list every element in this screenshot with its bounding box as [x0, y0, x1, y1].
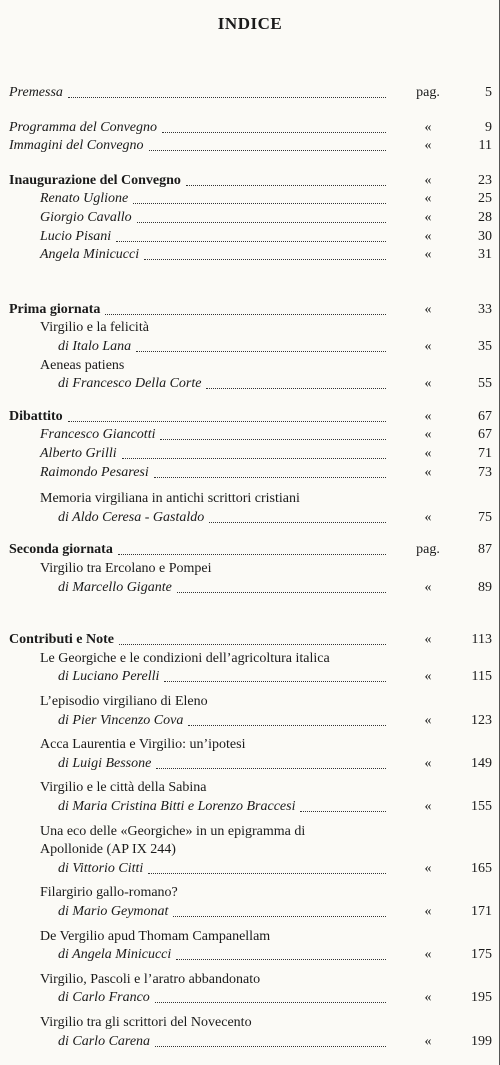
toc-entry-label: di Italo Lana	[58, 339, 132, 354]
toc-row	[0, 1014, 500, 1032]
page-marker: «	[424, 509, 432, 525]
toc-title-line: Virgilio, Pascoli e l’aratro abbandonato	[40, 971, 261, 987]
toc-row	[0, 903, 500, 921]
page-number: 89	[478, 579, 492, 595]
page-number: 75	[478, 509, 492, 525]
page-marker: «	[424, 301, 432, 317]
page-marker: «	[424, 990, 432, 1006]
toc-row	[0, 246, 500, 264]
toc-row	[0, 971, 500, 989]
page-number: 113	[471, 632, 492, 648]
page-number: 199	[471, 1033, 492, 1049]
toc-entry-label: di Vittorio Citti	[58, 860, 144, 876]
toc-title-line: Aeneas patiens	[40, 357, 125, 373]
page-number: 71	[478, 446, 492, 461]
toc-entry-label: di Aldo Ceresa - Gastaldo	[58, 509, 205, 525]
toc-entry-label: Programma del Convegno	[9, 119, 158, 135]
page-marker: «	[424, 427, 432, 443]
page-number: 25	[478, 191, 492, 207]
toc-title-line: Acca Laurentia e Virgilio: un’ipotesi	[40, 737, 246, 753]
page-marker: «	[424, 669, 432, 685]
dot-leader	[206, 375, 386, 389]
toc-row	[0, 668, 500, 686]
dot-leader	[188, 712, 386, 726]
page-number: 171	[471, 904, 492, 919]
page-marker: «	[424, 446, 432, 461]
page-number: 87	[478, 542, 492, 558]
toc-row	[0, 693, 500, 711]
dot-leader	[154, 464, 386, 478]
dot-leader	[149, 137, 386, 151]
page-number: 123	[471, 712, 492, 728]
toc-entry-label: Immagini del Convegno	[9, 138, 144, 154]
page-marker: «	[424, 210, 432, 225]
toc-entry-label: Francesco Giancotti	[40, 427, 156, 443]
toc-row	[0, 946, 500, 964]
toc-entry-label: Inaugurazione del Convegno	[9, 172, 181, 188]
toc-row	[0, 375, 500, 393]
toc-row	[0, 1033, 500, 1051]
toc-row	[0, 560, 500, 578]
page-number: 73	[478, 464, 492, 480]
dot-leader	[155, 989, 386, 1003]
toc-entry-label: di Marcello Gigante	[58, 579, 172, 595]
toc-entry-label: Seconda giornata	[9, 542, 113, 558]
toc-row	[0, 989, 500, 1007]
page-marker: pag.	[416, 85, 440, 100]
toc-title-line: Memoria virgiliana in antichi scrittori cristiani	[40, 491, 300, 507]
toc-entry-label: di Francesco Della Corte	[58, 376, 202, 392]
page-marker: pag.	[416, 542, 440, 558]
toc-row	[0, 712, 500, 730]
toc-row	[0, 119, 500, 137]
toc-entry-label: di Luciano Perelli	[58, 669, 160, 685]
page-number: 9	[485, 119, 492, 135]
toc-title-line: Le Georgiche e le condizioni dell’agricoltura italica	[40, 650, 330, 666]
toc-title-line: Apollonide (AP IX 244)	[40, 842, 176, 858]
dot-leader	[186, 172, 386, 186]
toc-entry-label: di Mario Geymonat	[58, 904, 169, 919]
toc-row	[0, 541, 500, 559]
toc-title-line: Virgilio tra Ercolano e Pompei	[40, 561, 212, 576]
page-marker: «	[424, 191, 432, 207]
page-marker: «	[424, 138, 432, 154]
dot-leader	[116, 228, 386, 242]
toc-entry-label: di Luigi Bessone	[58, 755, 152, 771]
page-number: 23	[478, 172, 492, 188]
dot-leader	[155, 1033, 386, 1047]
toc-entry-label: di Pier Vincenzo Cova	[58, 712, 184, 728]
page-marker: «	[424, 1033, 432, 1049]
toc-row	[0, 172, 500, 190]
dot-leader	[160, 426, 386, 440]
toc-row	[0, 464, 500, 482]
toc-entry-label: di Maria Cristina Bitti e Lorenzo Braccesi	[58, 799, 296, 814]
dot-leader	[137, 209, 386, 223]
dot-leader	[148, 860, 386, 874]
toc-entry-label: Prima giornata	[9, 301, 101, 317]
page-marker: «	[424, 119, 432, 135]
toc-entry-label: Giorgio Cavallo	[40, 210, 132, 225]
toc-entry-label: Raimondo Pesaresi	[40, 464, 149, 480]
dot-leader	[68, 84, 386, 98]
page-number: 67	[478, 408, 492, 424]
dot-leader	[118, 541, 386, 555]
page-number: 149	[471, 755, 492, 771]
toc-row	[0, 755, 500, 773]
page-number: 115	[471, 669, 492, 685]
toc-row	[0, 408, 500, 426]
page-marker: «	[424, 228, 432, 244]
dot-leader	[162, 119, 386, 133]
page-marker: «	[424, 799, 432, 814]
page-marker: «	[424, 947, 432, 963]
toc-row	[0, 798, 500, 816]
dot-leader	[122, 445, 386, 459]
page-marker: «	[424, 408, 432, 424]
toc-row	[0, 445, 500, 463]
toc-row	[0, 509, 500, 527]
toc-row	[0, 209, 500, 227]
page-number: 35	[478, 339, 492, 354]
toc-entry-label: Contributi e Note	[9, 632, 114, 648]
toc-row	[0, 84, 500, 102]
toc-row	[0, 338, 500, 356]
toc-row	[0, 860, 500, 878]
page-number: 55	[478, 376, 492, 392]
page-marker: «	[424, 712, 432, 728]
toc-title-line: L’episodio virgiliano di Eleno	[40, 694, 208, 709]
page-marker: «	[424, 904, 432, 919]
dot-leader	[173, 903, 386, 917]
dot-leader	[144, 246, 386, 260]
page-number: 165	[471, 860, 492, 876]
toc-title-line: De Vergilio apud Thomam Campanellam	[40, 928, 271, 944]
toc-row	[0, 490, 500, 508]
dot-leader	[300, 798, 386, 812]
page-number: 11	[478, 138, 492, 154]
toc-row	[0, 426, 500, 444]
page-number: 28	[478, 210, 492, 225]
toc-title-line: Filargirio gallo-romano?	[40, 885, 178, 901]
toc-row	[0, 841, 500, 859]
toc-entry-label: Angela Minicucci	[40, 247, 140, 263]
toc-row	[0, 137, 500, 155]
toc-row	[0, 928, 500, 946]
page-marker: «	[424, 172, 432, 188]
page-title: INDICE	[217, 14, 283, 33]
toc-entry-label: di Angela Minicucci	[58, 947, 172, 963]
toc-title-line: Virgilio tra gli scrittori del Novecento	[40, 1015, 252, 1030]
dot-leader	[176, 946, 386, 960]
toc-row	[0, 228, 500, 246]
dot-leader	[156, 755, 386, 769]
page-number: 155	[471, 799, 492, 814]
page-number: 5	[485, 85, 492, 100]
toc-entry-label: Alberto Grilli	[40, 446, 117, 461]
page-number: 33	[478, 301, 492, 317]
dot-leader	[177, 579, 386, 593]
dot-leader	[68, 408, 386, 422]
toc-row	[0, 736, 500, 754]
page-number: 67	[478, 427, 492, 443]
toc-row	[0, 301, 500, 319]
toc-row	[0, 884, 500, 902]
toc-row	[0, 319, 500, 337]
page-marker: «	[424, 464, 432, 480]
dot-leader	[164, 668, 386, 682]
dot-leader	[133, 190, 386, 204]
toc-title-line: Virgilio e le città della Sabina	[40, 780, 207, 796]
page-marker: «	[424, 579, 432, 595]
page-number: 30	[478, 228, 492, 244]
toc-entry-label: di Carlo Carena	[58, 1033, 151, 1049]
toc-row	[0, 631, 500, 649]
dot-leader	[136, 338, 386, 352]
toc-row	[0, 579, 500, 597]
page-marker: «	[424, 860, 432, 876]
toc-row	[0, 190, 500, 208]
page-number: 195	[471, 990, 492, 1006]
toc-row	[0, 823, 500, 841]
dot-leader	[119, 631, 386, 645]
dot-leader	[209, 509, 386, 523]
page-marker: «	[424, 247, 432, 263]
toc-entry-label: di Carlo Franco	[58, 990, 150, 1006]
toc-row	[0, 650, 500, 668]
dot-leader	[105, 301, 386, 315]
toc-title-line: Una eco delle «Georgiche» in un epigramma di	[40, 823, 306, 839]
toc-title-line: Virgilio e la felicità	[40, 320, 149, 336]
page-marker: «	[424, 755, 432, 771]
toc-row	[0, 779, 500, 797]
toc-row	[0, 357, 500, 375]
toc-entry-label: Lucio Pisani	[40, 228, 112, 244]
page-marker: «	[424, 339, 432, 354]
page-marker: «	[424, 632, 432, 648]
toc-entry-label: Dibattito	[9, 408, 63, 424]
page-number: 175	[471, 947, 492, 963]
page-marker: «	[424, 376, 432, 392]
toc-entry-label: Renato Uglione	[40, 191, 129, 207]
page-number: 31	[478, 247, 492, 263]
toc-entry-label: Premessa	[9, 85, 63, 100]
